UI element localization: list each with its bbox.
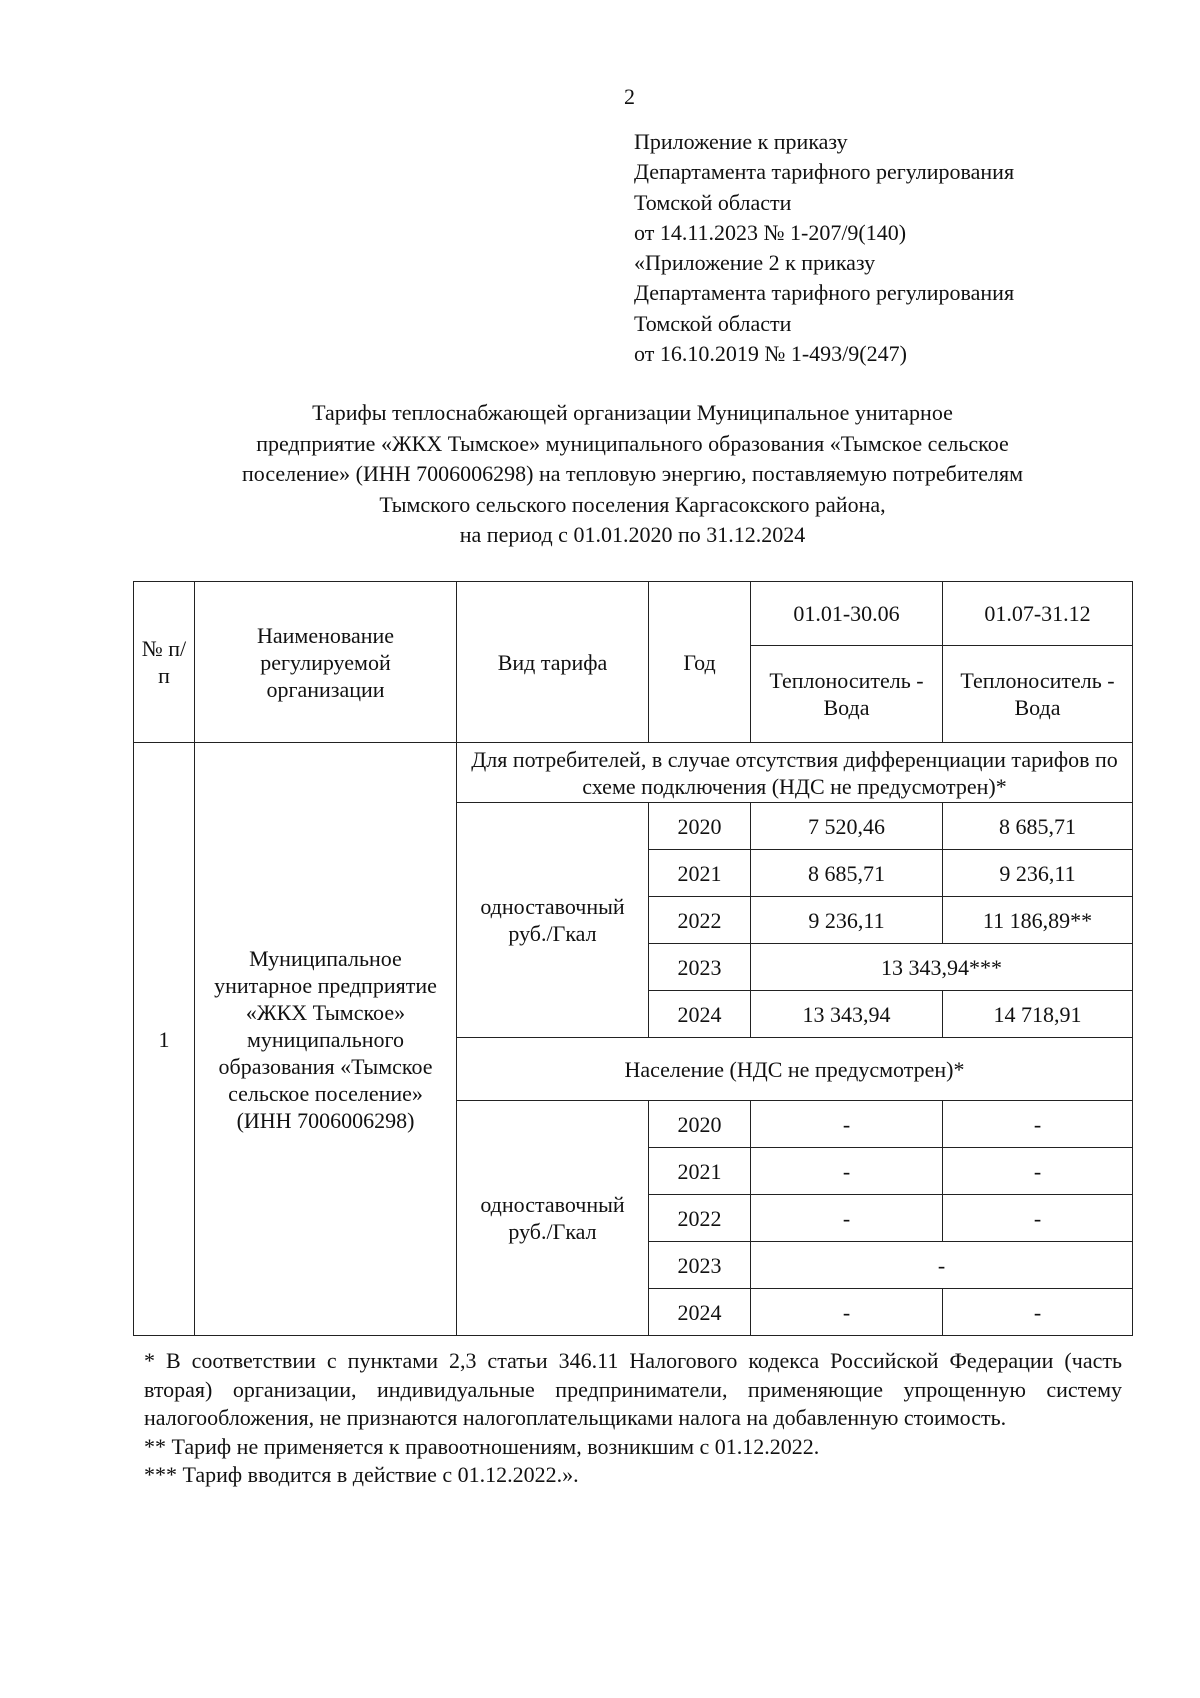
value-cell: 8 685,71 [751, 850, 943, 897]
appendix-block [634, 127, 1014, 369]
value-cell-merged: - [751, 1242, 1133, 1289]
title-line: Тарифы теплоснабжающей организации Муниципальное унитарное [312, 400, 953, 425]
footnote: *** Тариф вводится в действие с 01.12.2022.». [144, 1462, 579, 1487]
header-carrier-2: Теплоноситель - Вода [943, 646, 1133, 743]
org-name: Муниципальное унитарное предприятие «ЖКХ Тымское» муниципального образования «Тымское сельское поселение» (ИНН 7006006298) [195, 743, 457, 1336]
page-number: 2 [624, 84, 635, 109]
value-cell: 9 236,11 [751, 897, 943, 944]
year-cell: 2024 [649, 1289, 751, 1336]
title-line: на период с 01.01.2020 по 31.12.2024 [459, 522, 806, 547]
year-cell: 2021 [649, 1148, 751, 1195]
header-num: № п/п [134, 582, 195, 743]
value-cell: - [943, 1195, 1133, 1242]
appendix-line: Приложение к приказу [634, 129, 848, 154]
value-cell: - [943, 1289, 1133, 1336]
appendix-line: Департамента тарифного регулирования [634, 280, 1015, 306]
year-cell: 2022 [649, 1195, 751, 1242]
appendix-line: от 16.10.2019 № 1-493/9(247) [634, 341, 907, 367]
title-line: поселение» (ИНН 7006006298) на тепловую энергию, поставляемую потребителям [242, 461, 1023, 486]
year-cell: 2023 [649, 1242, 751, 1289]
section-heading: Для потребителей, в случае отсутствия дифференциации тарифов по схеме подключения (НДС не предусмотрен)* [457, 743, 1133, 803]
appendix-line: от 14.11.2023 № 1-207/9(140) [634, 219, 907, 245]
year-cell: 2020 [649, 1101, 751, 1148]
value-cell: - [751, 1148, 943, 1195]
year-cell: 2020 [649, 803, 751, 850]
value-cell: 7 520,46 [751, 803, 943, 850]
header-period-2: 01.07-31.12 [943, 582, 1133, 646]
year-cell: 2023 [649, 944, 751, 991]
document-title [133, 398, 1132, 551]
value-cell: 11 186,89** [943, 897, 1133, 944]
appendix-line: Томской области [634, 189, 792, 215]
appendix-line: «Приложение 2 к приказу [634, 250, 876, 276]
value-cell: - [751, 1101, 943, 1148]
header-year: Год [649, 582, 751, 743]
value-cell: 8 685,71 [943, 803, 1133, 850]
value-cell: - [751, 1195, 943, 1242]
year-cell: 2022 [649, 897, 751, 944]
header-carrier-1: Теплоноситель - Вода [751, 646, 943, 743]
footnotes [144, 1347, 1122, 1490]
value-cell: - [751, 1289, 943, 1336]
title-line: предприятие «ЖКХ Тымское» муниципального образования «Тымское сельское [256, 430, 1009, 456]
row-number: 1 [134, 743, 195, 1336]
tariff-type: одноставочный руб./Гкал [457, 803, 649, 1038]
year-cell: 2021 [649, 850, 751, 897]
title-line: Тымского сельского поселения Каргасокского района, [379, 491, 886, 517]
year-cell: 2024 [649, 991, 751, 1038]
header-org: Наименование регулируемой организации [195, 582, 457, 743]
value-cell: 14 718,91 [943, 991, 1133, 1038]
footnote: * В соответствии с пунктами 2,3 статьи 346.11 Налогового кодекса Российской Федерации (часть вторая) организации, индивидуальные предприниматели, применяющие упрощенную систему налогообложения, не признаются налогоплательщиками налога на добавленную стоимость. [144, 1348, 1122, 1430]
tariff-table [133, 581, 1133, 1336]
appendix-line: Томской области [634, 310, 792, 336]
value-cell: 13 343,94 [751, 991, 943, 1038]
header-period-1: 01.01-30.06 [751, 582, 943, 646]
value-cell-merged: 13 343,94*** [751, 944, 1133, 991]
footnote: ** Тариф не применяется к правоотношениям, возникшим с 01.12.2022. [144, 1433, 820, 1459]
value-cell: - [943, 1148, 1133, 1195]
value-cell: - [943, 1101, 1133, 1148]
appendix-line: Департамента тарифного регулирования [634, 159, 1015, 185]
value-cell: 9 236,11 [943, 850, 1133, 897]
tariff-type: одноставочный руб./Гкал [457, 1101, 649, 1336]
section-heading: Население (НДС не предусмотрен)* [457, 1038, 1133, 1101]
header-type: Вид тарифа [457, 582, 649, 743]
